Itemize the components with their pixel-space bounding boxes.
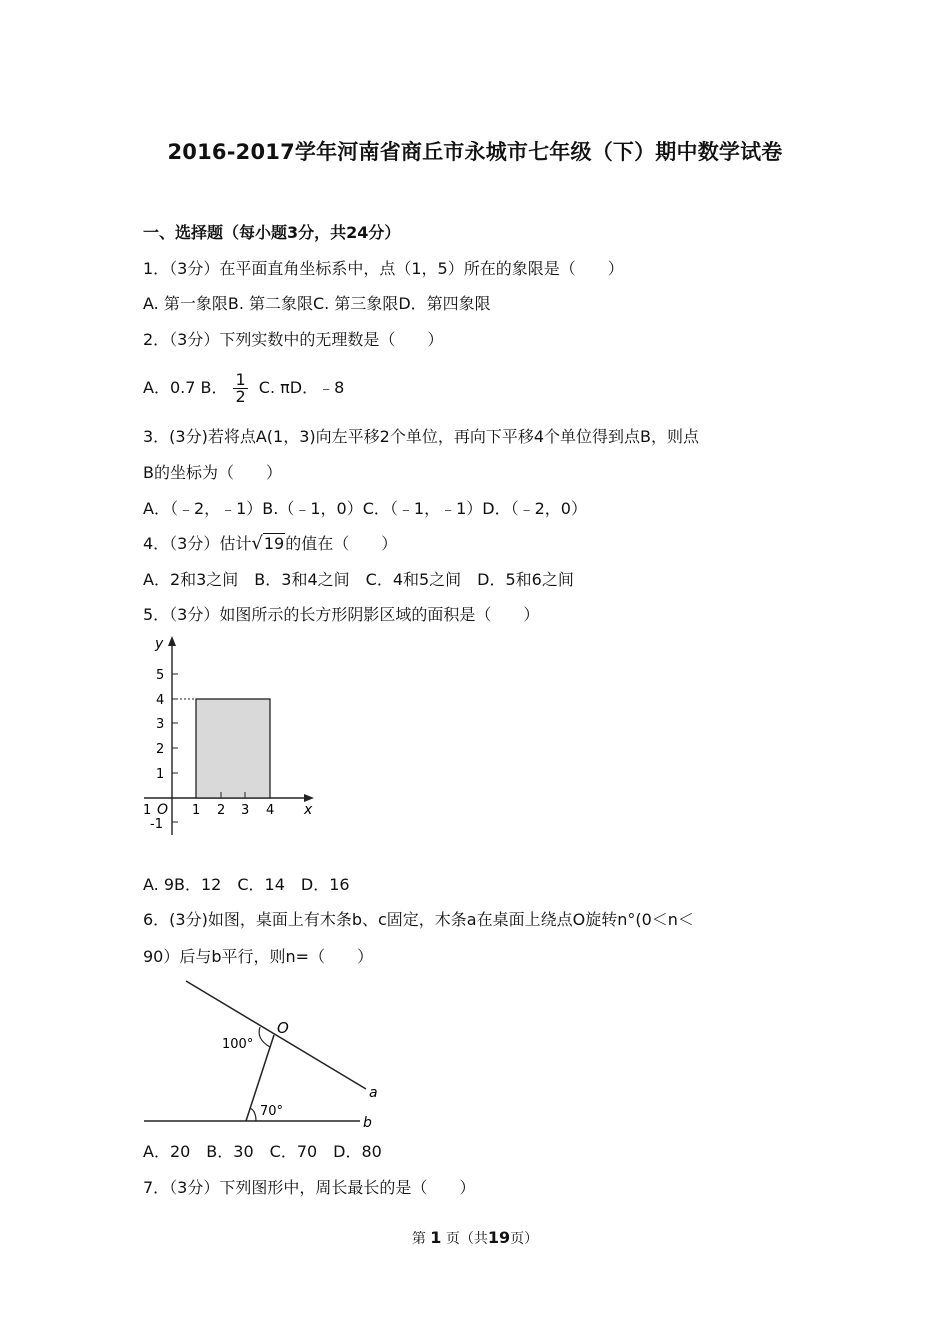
y-tick-label: 3 xyxy=(156,717,165,732)
question-3-stem-line2: B的坐标为（ ） xyxy=(143,463,282,482)
question-4-stem-post: 的值在（ ） xyxy=(285,534,398,553)
shaded-rectangle xyxy=(196,699,270,798)
question-6-stem-line1: 6．(3分)如图，桌面上有木条b、c固定，木条a在桌面上绕点O旋转n°(0＜n＜ xyxy=(143,910,694,929)
x-tick-label: 2 xyxy=(217,803,226,818)
angle-70-label: 70° xyxy=(260,1104,284,1119)
page-title: 2016-2017学年河南省商丘市永城市七年级（下）期中数学试卷 xyxy=(167,140,783,164)
sqrt-expression xyxy=(251,533,285,555)
y-axis-label: y xyxy=(155,636,164,652)
question-1-stem: 1．（3分）在平面直角坐标系中，点（1，5）所在的象限是（ ） xyxy=(143,259,624,278)
angle-arc-70 xyxy=(250,1108,256,1121)
y-tick-label: 2 xyxy=(156,742,165,757)
footer-middle: 页（共 xyxy=(445,1231,488,1247)
x-tick-label: 4 xyxy=(266,803,275,818)
question-4-stem-pre: 4．（3分）估计 xyxy=(143,534,252,553)
question-3-options: A．（﹣2，﹣1）B.（﹣1，0）C．（﹣1，﹣1）D．（﹣2，0） xyxy=(143,499,587,518)
x-tick-label: 3 xyxy=(241,803,250,818)
angle-100-label: 100° xyxy=(222,1037,254,1052)
option-cd: C. πD．﹣8 xyxy=(258,378,345,397)
radicand: 19 xyxy=(263,534,285,553)
fraction-denominator: 2 xyxy=(235,387,246,406)
question-1-options: A. 第一象限B. 第二象限C. 第三象限D．第四象限 xyxy=(143,294,491,313)
question-6-stem-line2: 90）后与b平行，则n=（ ） xyxy=(143,947,374,966)
x-axis-label: x xyxy=(304,802,313,818)
question-5-options: A. 9B．12 C．14 D．16 xyxy=(143,875,350,894)
page-number: 1 xyxy=(430,1228,442,1247)
question-6-options: A．20 B．30 C．70 D．80 xyxy=(143,1142,382,1161)
question-4-options: A．2和3之间 B．3和4之间 C．4和5之间 D．5和6之间 xyxy=(143,570,574,589)
footer-suffix: 页） xyxy=(510,1231,539,1247)
option-b: B． xyxy=(200,378,228,397)
point-o-label: O xyxy=(277,1019,289,1037)
y-axis-arrow-icon xyxy=(168,636,176,646)
question-4-stem xyxy=(143,533,397,555)
x-tick-label: 1 xyxy=(192,803,201,818)
y-tick-label: -1 xyxy=(150,817,163,832)
question-2-stem: 2．（3分）下列实数中的无理数是（ ） xyxy=(143,330,444,349)
radical-sign-icon: √ xyxy=(251,533,263,554)
question-6-figure xyxy=(140,975,390,1135)
origin-label: O xyxy=(157,802,169,818)
fraction-one-half xyxy=(233,372,247,405)
option-a: A．0.7 xyxy=(143,378,196,397)
footer-prefix: 第 xyxy=(411,1231,426,1247)
line-b-label: b xyxy=(363,1115,372,1131)
fraction-numerator: 1 xyxy=(235,370,246,389)
page-footer xyxy=(0,1228,950,1248)
x-tick-label: 1 xyxy=(143,803,152,818)
x-axis-arrow-icon xyxy=(304,794,314,802)
question-5-figure xyxy=(138,630,328,840)
question-7-stem: 7．（3分）下列图形中，周长最长的是（ ） xyxy=(143,1178,476,1197)
y-tick-label: 4 xyxy=(156,693,165,708)
question-3-stem-line1: 3．(3分)若将点A(1，3)向左平移2个单位，再向下平移4个单位得到点B，则点 xyxy=(143,427,699,446)
question-2-options xyxy=(143,370,344,406)
page-total: 19 xyxy=(487,1228,511,1247)
section-heading: 一、选择题（每小题3分，共24分） xyxy=(143,223,401,242)
line-a xyxy=(186,981,366,1089)
question-5-stem: 5．（3分）如图所示的长方形阴影区域的面积是（ ） xyxy=(143,605,540,624)
line-a-label: a xyxy=(369,1085,378,1101)
y-tick-label: 1 xyxy=(156,767,165,782)
y-tick-label: 5 xyxy=(156,668,165,683)
